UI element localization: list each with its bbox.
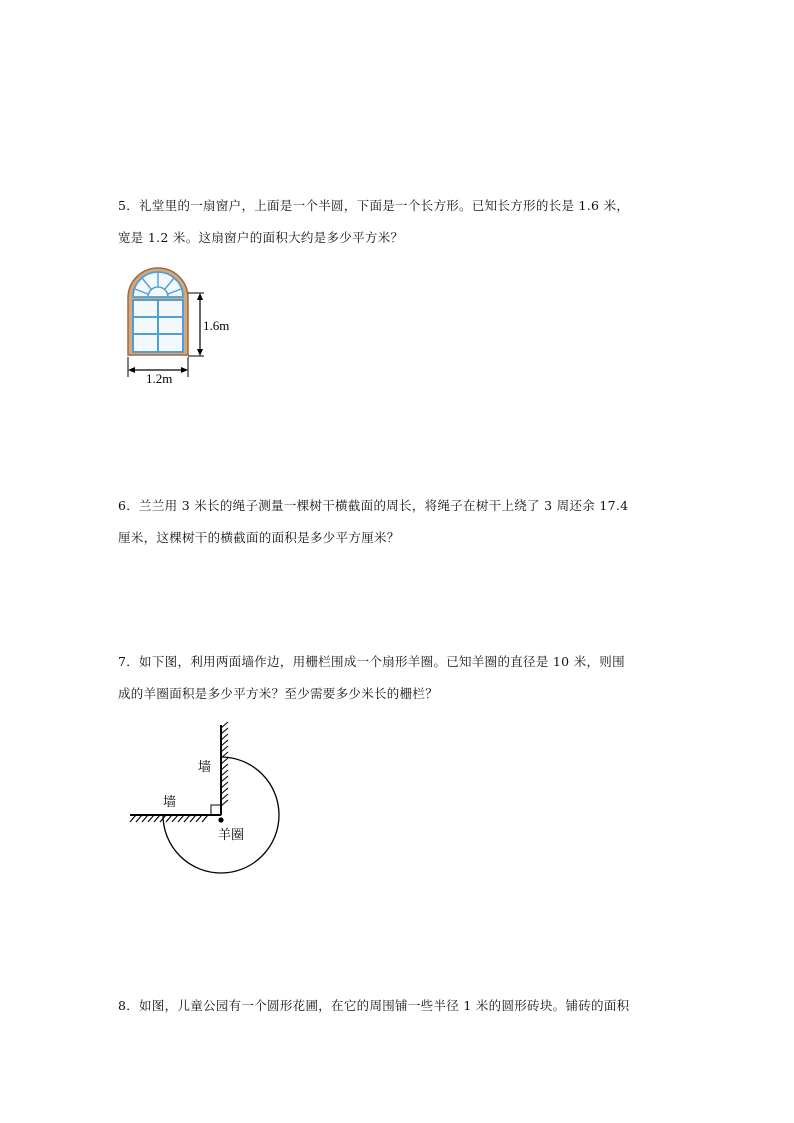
- width-label: 1.2m: [146, 371, 173, 385]
- center-point: [218, 817, 223, 822]
- sheep-pen-figure: [125, 720, 295, 884]
- question-8-line-1: 8．如图，儿童公园有一个圆形花圃，在它的周围铺一些半径 1 米的圆形砖块。铺砖的面积: [118, 998, 630, 1013]
- question-5-line-2: 宽是 1.2 米。这扇窗户的面积大约是多少平方米？: [118, 230, 404, 245]
- question-6-line-2: 厘米，这棵树干的横截面的面积是多少平方厘米？: [118, 530, 400, 545]
- right-angle-marker: [211, 805, 221, 815]
- sheep-pen-label: 羊圈: [218, 827, 245, 842]
- horizontal-wall-label: 墙: [163, 794, 177, 809]
- height-label: 1.6m: [203, 318, 230, 333]
- question-5-line-1: 5．礼堂里的一扇窗户，上面是一个半圆，下面是一个长方形。已知长方形的长是 1.6 米，: [118, 198, 630, 213]
- question-5: [118, 190, 678, 254]
- question-6: [118, 490, 678, 554]
- question-8: [118, 990, 678, 1022]
- vertical-wall-label: 墙: [198, 759, 212, 774]
- question-6-line-1: 6．兰兰用 3 米长的绳子测量一棵树干横截面的周长，将绳子在树干上绕了 3 周还余 17.4: [118, 498, 629, 513]
- question-7-line-1: 7．如下图，利用两面墙作边，用栅栏围成一个扇形羊圈。已知羊圈的直径是 10 米，则围: [118, 654, 625, 669]
- window-figure: [118, 260, 248, 389]
- question-7-line-2: 成的羊圈面积是多少平方米？至少需要多少米长的栅栏？: [118, 686, 439, 701]
- question-7: [118, 646, 678, 710]
